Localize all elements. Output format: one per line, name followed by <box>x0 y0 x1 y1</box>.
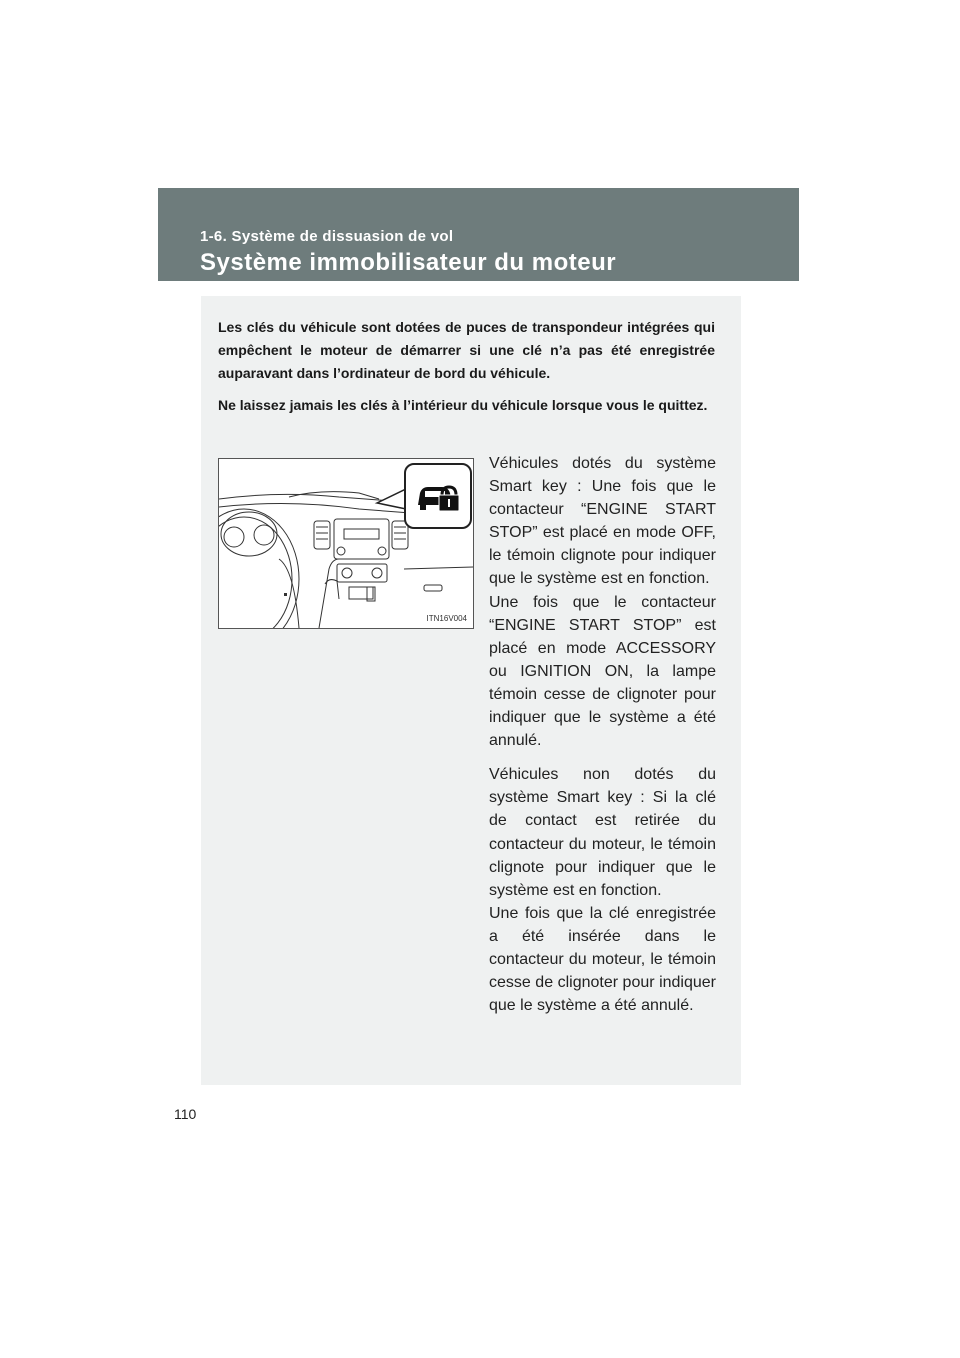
figure-code: ITN16V004 <box>426 614 467 623</box>
content-box <box>201 296 741 1085</box>
page-number: 110 <box>174 1106 197 1122</box>
section-header <box>158 188 799 281</box>
body-text <box>489 452 716 1017</box>
dashboard-illustration <box>218 458 474 629</box>
intro-paragraph: Les clés du véhicule sont dotées de puces de transpondeur intégrées qui empêchent le moteur de démarrer si une clé n’a pas été enregistrée auparavant dans l’ordinateur de bord du véhicule. <box>218 319 715 381</box>
smart-key-paragraph-2: Une fois que le contacteur “ENGINE START STOP” est placé en mode ACCESSORY ou IGNITION ON, la lampe témoin cesse de clignoter pour indiquer que le système a été annulé. <box>489 593 716 750</box>
page-title: Système immobilisateur du moteur <box>200 249 617 276</box>
security-lock-icon <box>406 465 470 527</box>
indicator-callout <box>404 463 472 529</box>
warning-paragraph: Ne laissez jamais les clés à l’intérieur du véhicule lorsque vous le quittez. <box>218 397 708 413</box>
no-smart-key-paragraph-1: Véhicules non dotés du système Smart key : Si la clé de contact est retirée du contacteur du moteur, le témoin clignote pour indiquer que le système est en fonction. <box>489 766 716 899</box>
smart-key-paragraph-1: Véhicules dotés du système Smart key : Une fois que le contacteur “ENGINE START STOP” est placé en mode OFF, le témoin clignote pour indiquer que le système est en fonction. <box>489 455 716 588</box>
no-smart-key-paragraph-2: Une fois que la clé enregistrée a été insérée dans le contacteur du moteur, le témoin cesse de clignoter pour indiquer que le système a été annulé. <box>489 904 716 1015</box>
section-label: 1-6. Système de dissuasion de vol <box>200 228 454 245</box>
